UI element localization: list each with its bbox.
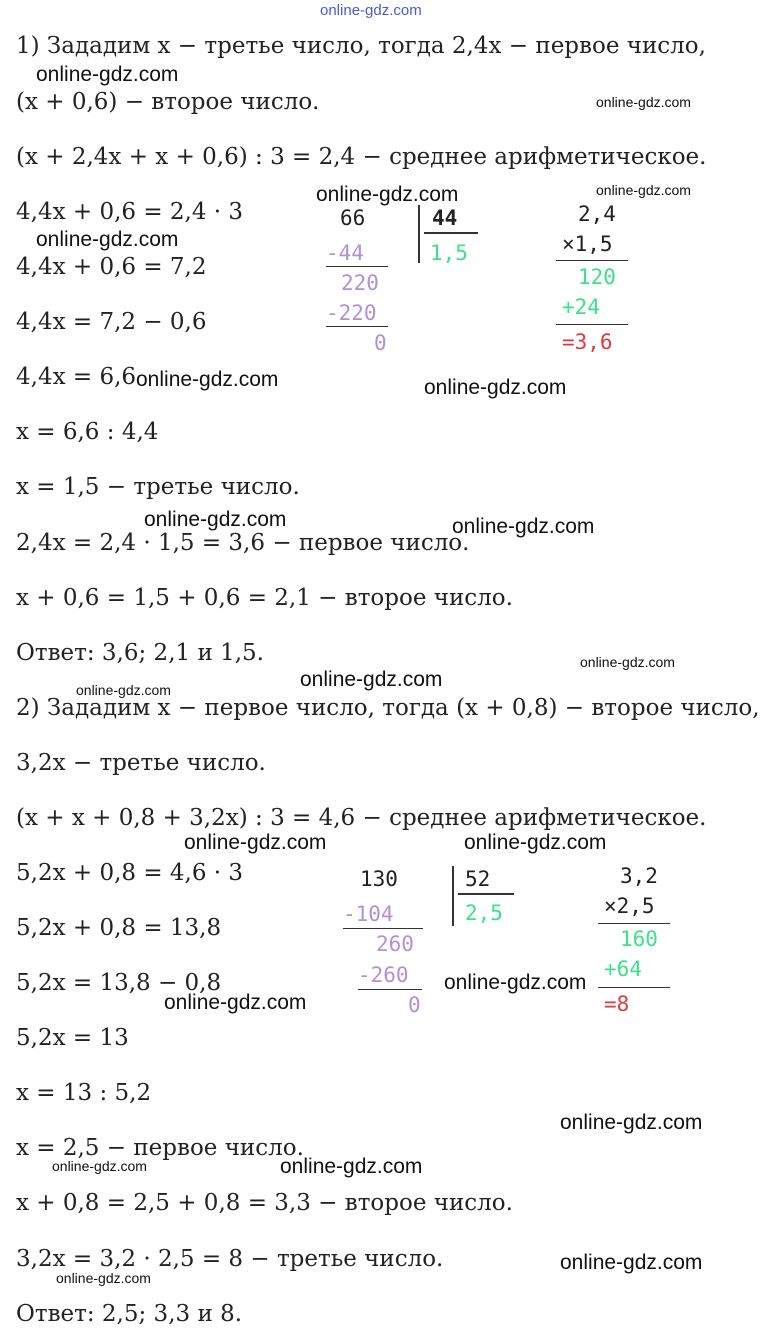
part2-line-4: 5,2x + 0,8 = 4,6 · 3 bbox=[16, 860, 244, 886]
part1-line-2: (x + 0,6) − второе число. bbox=[16, 89, 320, 115]
watermark: online-gdz.com bbox=[596, 182, 691, 198]
watermark: online-gdz.com bbox=[560, 1111, 703, 1134]
part2-line-9: x = 2,5 − первое число. bbox=[16, 1135, 304, 1161]
part1-division-sub2: -220 bbox=[326, 301, 377, 325]
part1-line-5: 4,4x + 0,6 = 7,2 bbox=[16, 254, 207, 280]
part1-mult-line2 bbox=[556, 324, 628, 325]
part1-line-7: 4,4x = 6,6 bbox=[16, 364, 137, 390]
part1-line-1: 1) Зададим x − третье число, тогда 2,4x − первое число, bbox=[16, 33, 706, 59]
watermark: online-gdz.com bbox=[36, 228, 179, 251]
part2-line-1: 2) Зададим x − первое число, тогда (x + 0,8) − второе число, bbox=[16, 695, 760, 721]
part2-division-sub2: -260 bbox=[358, 963, 409, 987]
watermark: online-gdz.com bbox=[464, 831, 607, 854]
watermark: online-gdz.com bbox=[280, 1155, 423, 1178]
part1-division-rem1: 220 bbox=[341, 271, 379, 295]
part1-division-divisor-line bbox=[424, 232, 478, 234]
part2-line-3: (x + x + 0,8 + 3,2x) : 3 = 4,6 − среднее арифметическое. bbox=[16, 805, 707, 831]
watermark: online-gdz.com bbox=[36, 63, 179, 86]
part1-division-bar bbox=[418, 205, 420, 263]
watermark: online-gdz.com bbox=[444, 971, 587, 994]
part2-mult-result: =8 bbox=[604, 992, 630, 1016]
part2-line-10: x + 0,8 = 2,5 + 0,8 = 3,3 − второе число. bbox=[16, 1190, 513, 1216]
part2-division-quotient: 2,5 bbox=[465, 901, 503, 925]
part1-mult-line1 bbox=[556, 260, 628, 261]
watermark: online-gdz.com bbox=[452, 515, 595, 538]
part1-division-divisor: 44 bbox=[432, 206, 458, 230]
part2-division-sub1: -104 bbox=[343, 902, 394, 926]
part1-line-11: x + 0,6 = 1,5 + 0,6 = 2,1 − второе число. bbox=[16, 585, 513, 611]
watermark: online-gdz.com bbox=[580, 654, 675, 670]
watermark: online-gdz.com bbox=[316, 183, 459, 206]
part2-division-divisor-line bbox=[458, 893, 514, 895]
watermark: online-gdz.com bbox=[144, 508, 287, 531]
part2-line-6: 5,2x = 13,8 − 0,8 bbox=[16, 970, 222, 996]
part2-line-5: 5,2x + 0,8 = 13,8 bbox=[16, 915, 222, 941]
part2-division-rem1: 260 bbox=[376, 932, 414, 956]
watermark: online-gdz.com bbox=[52, 1158, 147, 1174]
watermark: online-gdz.com bbox=[560, 1251, 703, 1274]
part1-mult-a: 2,4 bbox=[578, 202, 616, 226]
part1-line-6: 4,4x = 7,2 − 0,6 bbox=[16, 309, 207, 335]
watermark: online-gdz.com bbox=[136, 368, 279, 391]
watermark: online-gdz.com bbox=[424, 376, 567, 399]
watermark: online-gdz.com bbox=[76, 682, 171, 698]
part2-division-divisor: 52 bbox=[465, 867, 491, 891]
part1-division-line1 bbox=[326, 266, 388, 267]
watermark: online-gdz.com bbox=[56, 1270, 151, 1286]
part1-division-sub1: -44 bbox=[326, 241, 364, 265]
watermark: online-gdz.com bbox=[596, 94, 691, 110]
part2-division-bar bbox=[452, 866, 454, 926]
part2-line-7: 5,2x = 13 bbox=[16, 1025, 129, 1051]
part1-mult-b: ×1,5 bbox=[562, 232, 613, 256]
part1-division-line2 bbox=[326, 326, 388, 327]
part1-answer: Ответ: 3,6; 2,1 и 1,5. bbox=[16, 640, 264, 666]
part1-mult-p1: 120 bbox=[578, 265, 616, 289]
part1-division-dividend: 66 bbox=[340, 206, 366, 230]
part1-line-8: x = 6,6 : 4,4 bbox=[16, 419, 159, 445]
part1-line-10: 2,4x = 2,4 · 1,5 = 3,6 − первое число. bbox=[16, 530, 470, 556]
part1-division-quotient: 1,5 bbox=[430, 241, 468, 265]
watermark: online-gdz.com bbox=[300, 668, 443, 691]
part1-line-3: (x + 2,4x + x + 0,6) : 3 = 2,4 − среднее арифметическое. bbox=[16, 144, 707, 170]
part1-mult-result: =3,6 bbox=[562, 330, 613, 354]
part2-mult-a: 3,2 bbox=[620, 864, 658, 888]
part2-line-11: 3,2x = 3,2 · 2,5 = 8 − третье число. bbox=[16, 1246, 444, 1272]
part2-division-rem2: 0 bbox=[408, 993, 421, 1017]
part2-mult-p2: +64 bbox=[604, 957, 642, 981]
part2-mult-b: ×2,5 bbox=[604, 894, 655, 918]
part2-line-2: 3,2x − третье число. bbox=[16, 750, 266, 776]
part2-line-8: x = 13 : 5,2 bbox=[16, 1080, 152, 1106]
part2-answer: Ответ: 2,5; 3,3 и 8. bbox=[16, 1301, 243, 1327]
part1-division-rem2: 0 bbox=[374, 331, 387, 355]
part1-mult-p2: +24 bbox=[562, 295, 600, 319]
top-watermark: online-gdz.com bbox=[320, 2, 422, 19]
part1-line-4: 4,4x + 0,6 = 2,4 · 3 bbox=[16, 199, 244, 225]
part2-mult-p1: 160 bbox=[620, 927, 658, 951]
watermark: online-gdz.com bbox=[164, 991, 307, 1014]
part2-division-dividend: 130 bbox=[360, 867, 398, 891]
part1-line-9: x = 1,5 − третье число. bbox=[16, 474, 300, 500]
part2-mult-line2 bbox=[598, 987, 670, 988]
watermark: online-gdz.com bbox=[184, 831, 327, 854]
